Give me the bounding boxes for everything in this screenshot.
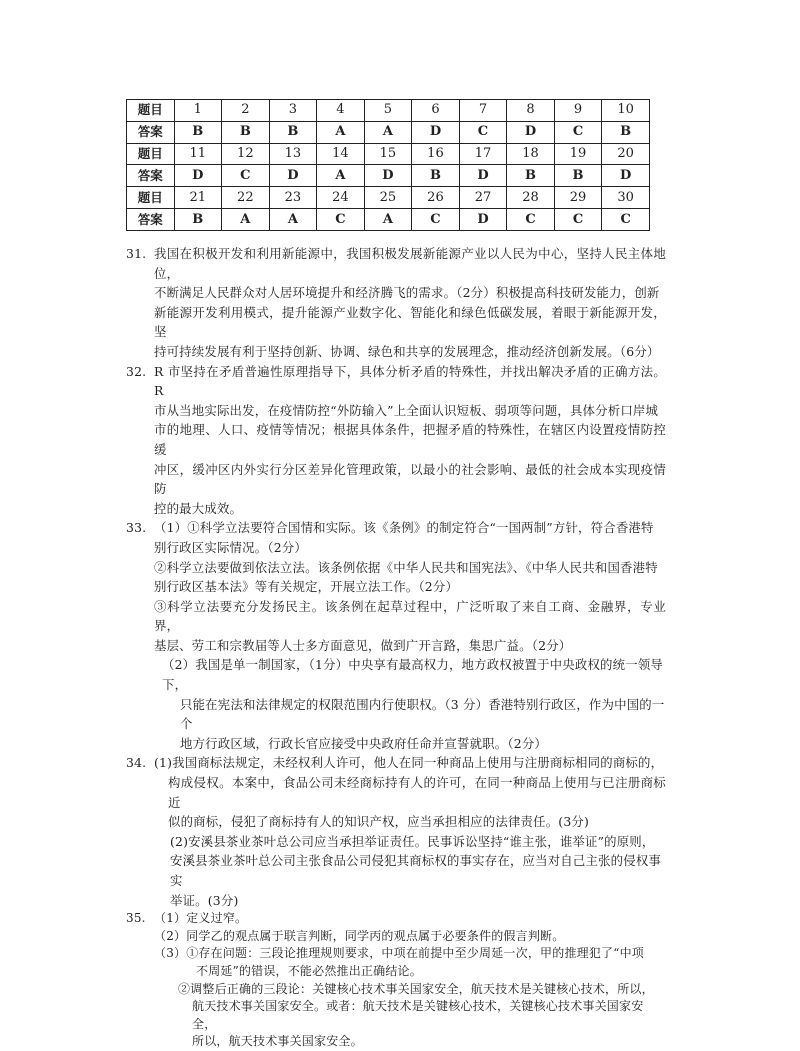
question-number: 35. [126, 911, 146, 926]
question-number-cell: 28 [507, 187, 555, 209]
question-number-cell: 19 [554, 143, 602, 165]
question-number-cell: 2 [222, 100, 270, 122]
text-line: 持可持续发展有利于坚持创新、协调、绿色和共享的发展理念，推动经济创新发展。（6分） [154, 343, 660, 359]
question-35-body [154, 910, 666, 980]
question-number: 31. [126, 246, 147, 261]
text-line: 只能在宪法和法律规定的权限范围内行使职权。（3 分）香港特别行政区，作为中国的一个 [180, 696, 665, 732]
answer-cell: A [364, 121, 412, 143]
question-34 [126, 753, 666, 831]
answer-cell: A [269, 209, 317, 231]
question-number: 32. [126, 363, 147, 379]
question-number-cell: 11 [174, 143, 222, 165]
answer-cell: D [459, 209, 507, 231]
question-number-cell: 21 [174, 187, 222, 209]
text-line: 似的商标，侵犯了商标持有人的知识产权，应当承担相应的法律责任。(3分) [168, 814, 590, 830]
table-row [127, 165, 650, 187]
question-number-cell: 9 [554, 100, 602, 122]
text-line: 举证。(3分) [170, 892, 239, 908]
row-label: 答案 [127, 121, 175, 143]
text-line: 市从当地实际出发，在疫情防控“外防输入”上全面认识短板、弱项等问题，具体分析口岸城 [154, 402, 659, 418]
text-line: （2）同学乙的观点属于联言判断，同学丙的观点属于必要条件的假言判断。 [154, 928, 565, 943]
text-line: 冲区，缓冲区内外实行分区差异化管理政策，以最小的社会影响、最低的社会成本实现疫情防 [154, 461, 666, 497]
answer-cell: B [174, 209, 222, 231]
question-32 [126, 362, 666, 519]
question-number-cell: 23 [269, 187, 317, 209]
question-number-cell: 25 [364, 187, 412, 209]
answer-explanations [126, 244, 666, 1051]
answer-cell: D [459, 165, 507, 187]
text-line: （1）定义过窄。 [154, 911, 248, 926]
question-number-cell: 14 [317, 143, 365, 165]
question-number-cell: 6 [412, 100, 460, 122]
question-number-cell: 26 [412, 187, 460, 209]
row-label: 题目 [127, 100, 175, 122]
question-number-cell: 8 [507, 100, 555, 122]
row-label: 题目 [127, 187, 175, 209]
text-line: （1）①科学立法要符合国情和实际。该《条例》的制定符合“一国两制”方针，符合香港特 [154, 520, 654, 536]
text-line: 所以，航天技术事关国家安全。 [192, 1034, 363, 1049]
question-number-cell: 15 [364, 143, 412, 165]
question-33-body [154, 518, 666, 655]
question-number-cell: 10 [602, 100, 650, 122]
text-line: 新能源开发利用模式，提升能源产业数字化、智能化和绿色低碳发展，着眼于新能源开发，坚 [154, 304, 666, 340]
question-31-body [154, 244, 666, 362]
table-row [127, 187, 650, 209]
answer-cell: C [507, 209, 555, 231]
answer-cell: B [554, 165, 602, 187]
text-line: 控的最大成效。 [154, 500, 243, 516]
row-label: 答案 [127, 209, 175, 231]
question-number-cell: 24 [317, 187, 365, 209]
question-number-cell: 22 [222, 187, 270, 209]
text-line: 基层、劳工和宗教届等人士多方面意见，做到广开言路，集思广益。（2分） [154, 637, 572, 653]
table-row [127, 209, 650, 231]
question-number-cell: 1 [174, 100, 222, 122]
question-number-cell: 29 [554, 187, 602, 209]
text-line: 市的地理、人口、疫情等情况；根据具体条件，把握矛盾的特殊性，在辖区内设置疫情防控缓 [154, 422, 666, 457]
question-35 [126, 910, 666, 980]
question-number-cell: 17 [459, 143, 507, 165]
text-line: 航天技术事关国家安全。或者：航天技术是关键核心技术，关键核心技术事关国家安全， [192, 999, 644, 1031]
question-34-part-2 [126, 832, 666, 910]
text-line: (2)安溪县茶业茶叶总公司应当承担举证责任。民事诉讼坚持“谁主张，谁举证”的原则， [170, 833, 655, 849]
question-number-cell: 20 [602, 143, 650, 165]
question-number-cell: 7 [459, 100, 507, 122]
text-line: （3）①存在问题：三段论推理规则要求，中项在前提中至少周延一次，甲的推理犯了“中项 [154, 946, 644, 961]
text-line: 别行政区基本法》等有关规定，开展立法工作。（2分） [154, 579, 459, 595]
question-31 [126, 244, 666, 362]
question-number-cell: 13 [269, 143, 317, 165]
answer-cell: D [412, 121, 460, 143]
answer-cell: B [269, 121, 317, 143]
table-row [127, 100, 650, 122]
table-row [127, 121, 650, 143]
answer-cell: B [222, 121, 270, 143]
question-number: 34. [126, 755, 147, 771]
question-33-part-2 [126, 655, 666, 753]
text-line: 地方行政区域，行政长官应接受中央政府任命并宣誓就职。（2分） [180, 735, 548, 751]
table-row [127, 143, 650, 165]
text-line: 别行政区实际情况。（2分） [154, 539, 307, 555]
question-number-cell: 18 [507, 143, 555, 165]
text-line: ②调整后正确的三段论：关键核心技术事关国家安全，航天技术是关键核心技术，所以， [178, 981, 654, 996]
text-line: （2）我国是单一制国家，（1分）中央享有最高权力，地方政权被置于中央政权的统一领导下， [162, 657, 664, 693]
answer-cell: C [317, 209, 365, 231]
question-32-body [154, 362, 666, 519]
question-number-cell: 4 [317, 100, 365, 122]
question-34-body [154, 753, 666, 831]
text-line: ③科学立法要充分发扬民主。该条例在起草过程中，广泛听取了来自工商、金融界，专业界， [154, 598, 666, 634]
question-35-part-3-2 [126, 981, 666, 1051]
answer-cell: B [412, 165, 460, 187]
answer-cell: D [364, 165, 412, 187]
question-number-cell: 12 [222, 143, 270, 165]
answer-cell: C [222, 165, 270, 187]
answer-cell: B [602, 121, 650, 143]
text-line: 安溪县茶业茶叶总公司主张食品公司侵犯其商标权的事实存在，应当对自己主张的侵权事实 [170, 853, 662, 888]
answer-table-body [127, 100, 650, 231]
answer-cell: A [317, 121, 365, 143]
answer-cell: D [602, 165, 650, 187]
question-number: 33. [126, 520, 147, 536]
answer-cell: B [174, 121, 222, 143]
text-line: 不周延”的错误，不能必然推出正确结论。 [196, 963, 422, 978]
question-number-cell: 16 [412, 143, 460, 165]
answer-table [126, 99, 650, 231]
answer-cell: C [412, 209, 460, 231]
answer-cell: D [507, 121, 555, 143]
text-line: 我国在积极开发和利用新能源中，我国积极发展新能源产业以人民为中心，坚持人民主体地位， [154, 246, 666, 281]
answer-cell: C [554, 121, 602, 143]
text-line: (1)我国商标法规定，未经权利人许可，他人在同一种商品上使用与注册商标相同的商标的， [154, 755, 664, 771]
answer-cell: B [507, 165, 555, 187]
answer-cell: C [602, 209, 650, 231]
text-line: 不断满足人民群众对人居环境提升和经济腾飞的需求。（2分）积极提高科技研发能力，创新 [154, 285, 660, 301]
question-number-cell: 5 [364, 100, 412, 122]
answer-cell: A [222, 209, 270, 231]
answer-cell: D [269, 165, 317, 187]
text-line: 构成侵权。本案中，食品公司未经商标持有人的许可，在同一种商品上使用与已注册商标近 [168, 775, 666, 810]
answer-cell: A [317, 165, 365, 187]
row-label: 题目 [127, 143, 175, 165]
question-number-cell: 3 [269, 100, 317, 122]
answer-cell: C [554, 209, 602, 231]
question-number-cell: 30 [602, 187, 650, 209]
question-number-cell: 27 [459, 187, 507, 209]
answer-cell: A [364, 209, 412, 231]
answer-cell: C [459, 121, 507, 143]
text-line: ②科学立法要做到依法立法。该条例依据《中华人民共和国宪法》、《中华人民共和国香港特 [154, 559, 658, 575]
question-33 [126, 518, 666, 655]
text-line: R 市坚持在矛盾普遍性原理指导下，具体分析矛盾的特殊性，并找出解决矛盾的正确方法。R [154, 363, 666, 399]
answer-cell: D [174, 165, 222, 187]
row-label: 答案 [127, 165, 175, 187]
